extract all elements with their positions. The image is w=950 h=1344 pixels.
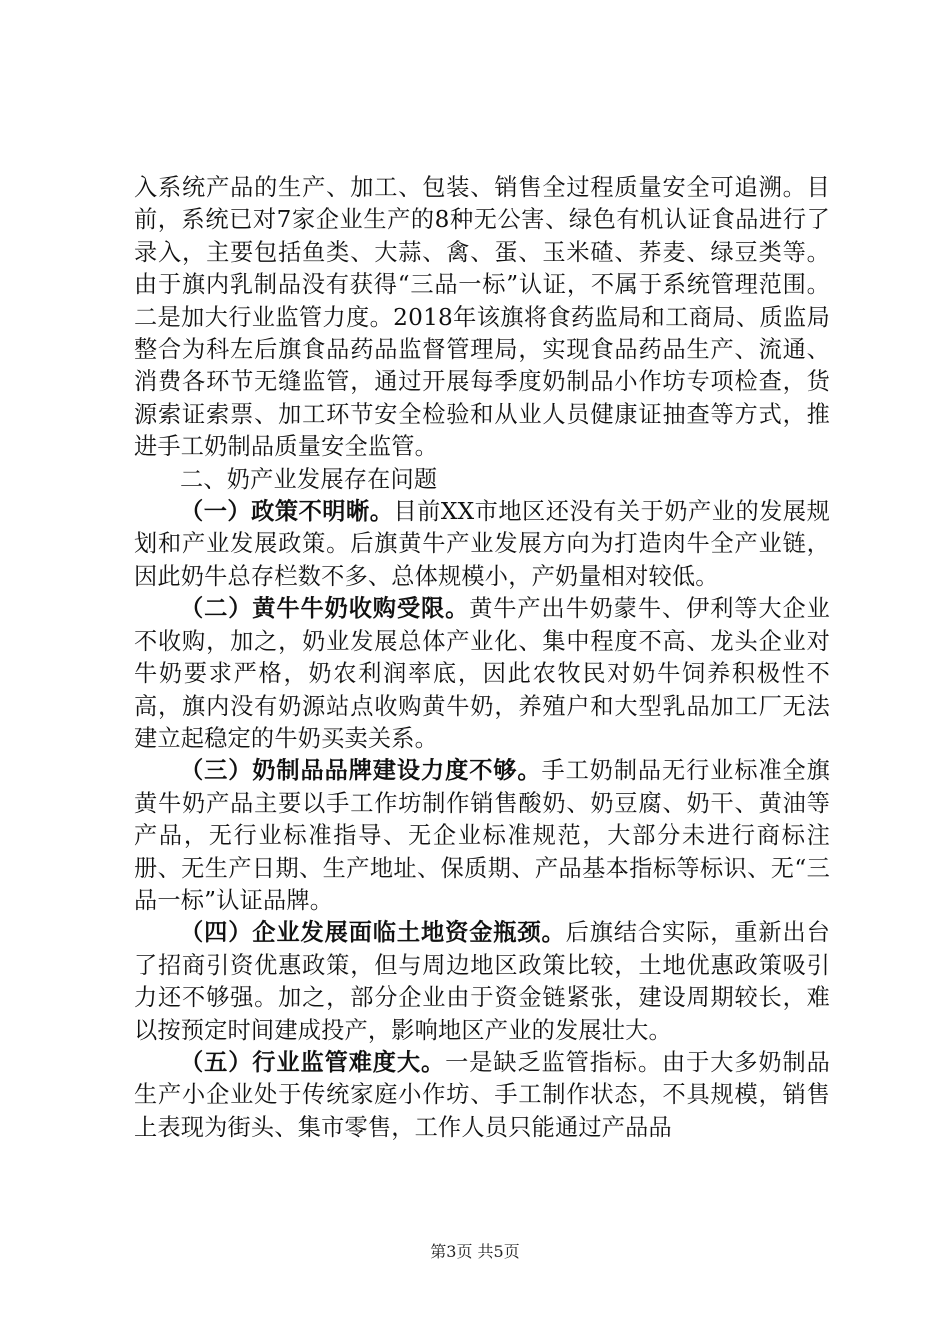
paragraph-text: 一是缺乏监管指标。由于大多奶制品生产小企业处于传统家庭小作坊、手工制作状态，不具规模，销售上表现为街头、集市零售，工作人员只能通过产品品 [134,1048,830,1141]
page-footer: 第3页 共5页 [430,1242,520,1261]
paragraph-heading: （五）行业监管难度大。 [180,1048,446,1076]
paragraph-supervision [134,1047,830,1144]
paragraph-heading: （一）政策不明晰。 [180,498,394,526]
paragraph-land-capital [134,917,830,1047]
paragraph-text: 黄牛产出牛奶蒙牛、伊利等大企业不收购，加之，奶业发展总体产业化、集中程度不高、龙头企业对牛奶要求严格，奶农利润率底，因此农牧民对奶牛饲养积极性不高，旗内没有奶源站点收购黄牛奶，养殖户和大型乳品加工厂无法建立起稳定的牛奶买卖关系。 [134,595,830,752]
document-body [134,172,830,1144]
paragraph-text: 入系统产品的生产、加工、包装、销售全过程质量安全可追溯。目前，系统已对7家企业生产的8种无公害、绿色有机认证食品进行了录入，主要包括鱼类、大蒜、禽、蛋、玉米碴、荞麦、绿豆类等。由于旗内乳制品没有获得“三品一标”认证，不属于系统管理范围。二是加大行业监管力度。2018年该旗将食药监局和工商局、质监局整合为科左后旗食品药品监督管理局，实现食品药品生产、流通、消费各环节无缝监管，通过开展每季度奶制品小作坊专项检查，货源索证索票、加工环节安全检验和从业人员健康证抽查等方式，推进手工奶制品质量安全监管。 [134,174,830,461]
section-heading [134,464,830,496]
paragraph-policy [134,496,830,593]
paragraph-heading: （四）企业发展面临土地资金瓶颈。 [180,919,566,947]
paragraph-brand [134,755,830,917]
paragraph-text: 目前XX市地区还没有关于奶产业的发展规划和产业发展政策。后旗黄牛产业发展方向为打造肉牛全产业链，因此奶牛总存栏数不多、总体规模小，产奶量相对较低。 [134,498,830,590]
paragraph-text: 手工奶制品无行业标准全旗黄牛奶产品主要以手工作坊制作销售酸奶、奶豆腐、奶干、黄油等产品，无行业标准指导、无企业标准规范，大部分未进行商标注册、无生产日期、生产地址、保质期、产品基本指标等标识、无“三品一标”认证品牌。 [134,757,831,914]
paragraph-milk-purchase [134,593,830,755]
paragraph-text: 后旗结合实际，重新出台了招商引资优惠政策，但与周边地区政策比较，土地优惠政策吸引力还不够强。加之，部分企业由于资金链紧张，建设周期较长，难以按预定时间建成投产，影响地区产业的发展壮大。 [134,919,830,1044]
paragraph-heading: （三）奶制品品牌建设力度不够。 [180,757,542,785]
section-heading-text: 二、奶产业发展存在问题 [180,465,438,493]
paragraph-heading: （二）黄牛牛奶收购受限。 [180,595,470,623]
paragraph-continuation [134,172,830,464]
